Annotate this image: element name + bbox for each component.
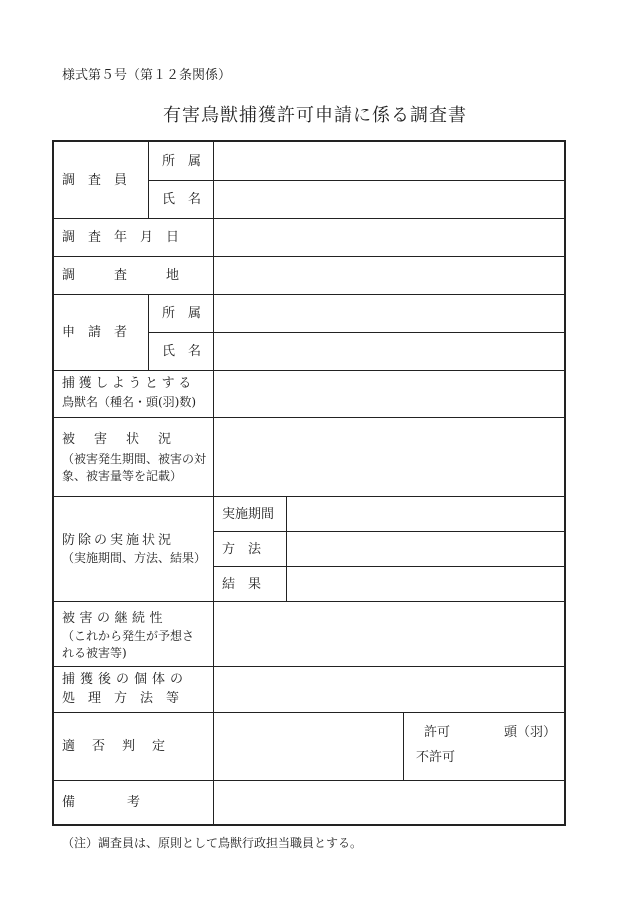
survey-date-field[interactable] [214,219,564,256]
investigator-label-text: 調 査 員 [62,173,128,188]
prevention-method-field[interactable] [287,532,564,566]
species-label-line2: 鳥獣名（種名・頭(羽)数) [62,395,197,409]
damage-field[interactable] [214,418,564,496]
remarks-label: 備 考 [62,795,141,810]
applicant-affiliation-field[interactable] [214,295,564,332]
head-count-unit: 頭（羽） [504,725,557,740]
investigator-label [62,174,142,187]
prevention-label: 防除の実施状況 [62,533,175,548]
disposal-field[interactable] [214,667,564,712]
prevention-method-label: 方 法 [222,542,262,557]
investigator-name-field[interactable] [214,181,564,218]
continuity-field[interactable] [214,602,564,666]
prevention-sub: （実施期間、方法、結果） [62,551,207,565]
applicant-name-field[interactable] [214,333,564,370]
deny-option[interactable]: 不許可 [416,750,456,765]
judgment-field[interactable] [214,713,403,780]
prevention-result-label: 結 果 [222,577,262,592]
column-divider [148,294,149,370]
remarks-field[interactable] [214,781,564,824]
prevention-result-field[interactable] [287,567,564,601]
investigator-affiliation-label: 所 属 [162,154,202,169]
applicant-label: 申 請 者 [62,325,128,340]
disposal-label-line1: 捕獲後の個体の [62,672,189,687]
column-divider [403,712,404,780]
species-field[interactable] [214,371,564,417]
survey-place-label: 調 査 地 [62,268,180,283]
prevention-period-label: 実施期間 [222,507,275,522]
applicant-name-label: 氏 名 [162,344,202,359]
document-title: 有害鳥獣捕獲許可申請に係る調査書 [163,105,467,126]
continuity-sub1: （これから発生が予想さ [62,629,195,643]
survey-date-label: 調 査 年 月 日 [62,230,180,245]
investigator-affiliation-field[interactable] [214,142,564,180]
survey-table [52,140,566,826]
permit-option[interactable]: 許可 [424,725,451,740]
judgment-label: 適 否 判 定 [62,739,168,754]
footnote: （注）調査員は、原則として鳥獣行政担当職員とする。 [62,836,363,850]
damage-sub2: 象、被害量等を記載） [62,469,183,483]
continuity-sub2: れる被害等) [62,646,127,660]
applicant-affiliation-label: 所 属 [162,306,202,321]
survey-place-field[interactable] [214,257,564,294]
damage-sub1: （被害発生期間、被害の対 [62,452,207,466]
species-label-line1: 捕獲しようとする [62,376,195,391]
continuity-label: 被害の継続性 [62,611,168,626]
disposal-label-line2: 処 理 方 法 等 [62,691,180,706]
column-divider [148,142,149,218]
damage-label: 被 害 状 況 [62,432,175,447]
form-number: 様式第５号（第１２条関係） [62,68,232,83]
investigator-name-label: 氏 名 [162,192,202,207]
prevention-period-field[interactable] [287,497,564,531]
